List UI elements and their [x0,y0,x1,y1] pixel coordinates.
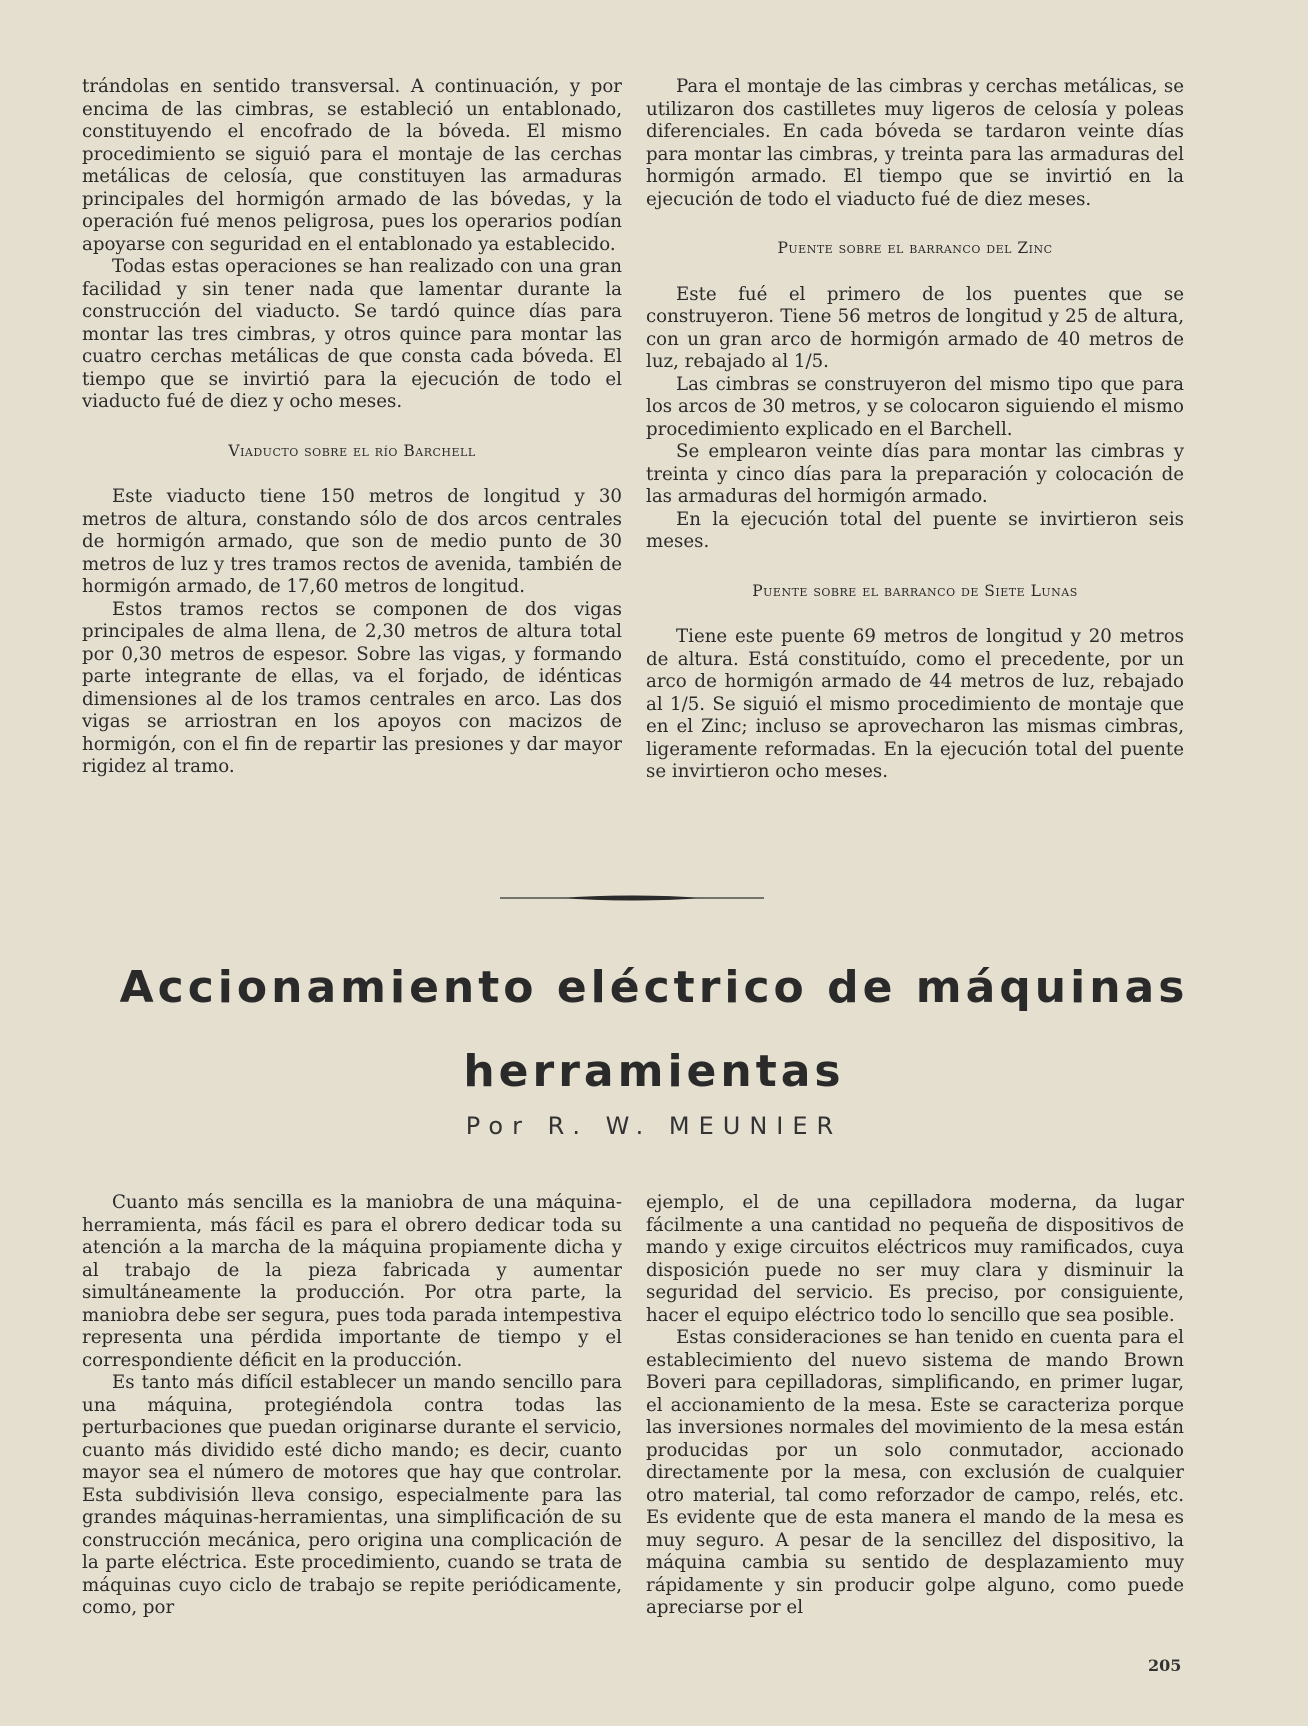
article-title-line2: herramientas [463,1046,845,1097]
paragraph: Cuanto más sencilla es la maniobra de una máquina-herramienta, más fácil es para el obrero dedicar toda su atención a la marcha de la máquina propiamente dicha y al trabajo de la pieza fabricada y aumentar simultáneamente la producción. Por otra parte, la maniobra debe ser segura, pues toda parada intempestiva representa una pérdida importante de tiempo y el correspondiente déficit en la producción. [82,1192,622,1371]
section-heading: Puente sobre el barranco de Siete Lunas [752,581,1078,600]
page-number: 205 [1148,1656,1182,1675]
article-author: Por R. W. MEUNIER [465,1112,843,1140]
paragraph: trándolas en sentido transversal. A continuación, y por encima de las cimbras, se estableció un entablonado, constituyendo el encofrado de la bóveda. El mismo procedimiento se siguió para el montaje de las cerchas metálicas de celosía, que constituyen las armaduras principales del hormigón armado de las bóvedas, y la operación fué menos peligrosa, pues los operarios podían apoyarse con seguridad en el entablonado ya establecido. [82,76,622,255]
paragraph: Tiene este puente 69 metros de longitud y 20 metros de altura. Está constituído, como el precedente, por un arco de hormigón armado de 44 metros de luz, rebajado al 1/5. Se siguió el mismo procedimiento de montaje que en el Zinc; incluso se aprovecharon las mismas cimbras, ligeramente reformadas. En la ejecución total del puente se invirtieron ocho meses. [646,626,1184,782]
section-heading: Puente sobre el barranco del Zinc [777,239,1053,257]
decorative-divider [500,894,764,902]
article-title-line1: Accionamiento eléctrico de máquinas [119,962,1189,1013]
paragraph: Este fué el primero de los puentes que se construyeron. Tiene 56 metros de longitud y 25 de altura, con un gran arco de hormigón armado de 40 metros de luz, rebajado al 1/5. [646,283,1184,372]
paragraph: Se emplearon veinte días para montar las cimbras y treinta y cinco días para la preparación y colocación de las armaduras del hormigón armado. [646,441,1184,507]
paragraph: Es tanto más difícil establecer un mando sencillo para una máquina, protegiéndola contra todas las perturbaciones que puedan originarse durante el servicio, cuanto más dividido esté dicho mando; es decir, cuanto mayor sea el número de motores que hay que controlar. Esta subdivisión lleva consigo, especialmente para las grandes máquinas-herramientas, una simplificación de su construcción mecánica, pero origina una complicación de la parte eléctrica. Este procedimiento, cuando se trata de máquinas cuyo ciclo de trabajo se repite periódicamente, como, por [82,1372,622,1618]
bottom-right-column [646,1192,1184,1620]
article-title [60,946,1248,1114]
paragraph: ejemplo, el de una cepilladora moderna, da lugar fácilmente a una cantidad no pequeña de dispositivos de mando y exige circuitos eléctricos muy ramificados, cuya disposición puede no ser muy clara y disminuir la seguridad del servicio. Es preciso, por consiguiente, hacer el equipo eléctrico todo lo sencillo que sea posible. [646,1192,1184,1326]
bottom-left-column [82,1192,622,1620]
section-heading: Viaducto sobre el río Barchell [228,441,476,460]
top-right-column [646,76,1184,784]
paragraph: Este viaducto tiene 150 metros de longitud y 30 metros de altura, constando sólo de dos arcos centrales de hormigón armado, que son de medio punto de 30 metros de luz y tres tramos rectos de avenida, también de hormigón armado, de 17,60 metros de longitud. [82,486,622,597]
paragraph: Todas estas operaciones se han realizado con una gran facilidad y sin tener nada que lamentar durante la construcción del viaducto. Se tardó quince días para montar las tres cimbras, y otros quince para montar las cuatro cerchas metálicas de que consta cada bóveda. El tiempo que se invirtió para la ejecución de todo el viaducto fué de diez y ocho meses. [82,256,622,412]
paragraph: Estas consideraciones se han tenido en cuenta para el establecimiento del nuevo sistema de mando Brown Boveri para cepilladoras, simplificando, en primer lugar, el accionamiento de la mesa. Este se caracteriza porque las inversiones normales del movimiento de la mesa están producidas por un solo conmutador, accionado directamente por la mesa, con exclusión de cualquier otro material, tal como reforzador de campo, relés, etc. Es evidente que de esta manera el mando de la mesa es muy seguro. A pesar de la sencillez del dispositivo, la máquina cambia su sentido de desplazamiento muy rápidamente y sin producir golpe alguno, como puede apreciarse por el [646,1327,1184,1618]
paragraph: Para el montaje de las cimbras y cerchas metálicas, se utilizaron dos castilletes muy ligeros de celosía y poleas diferenciales. En cada bóveda se tardaron veinte días para montar las cimbras, y treinta para las armaduras del hormigón armado. El tiempo que se invirtió en la ejecución de todo el viaducto fué de diez meses. [646,76,1184,210]
paragraph: En la ejecución total del puente se invirtieron seis meses. [646,508,1184,552]
paragraph: Las cimbras se construyeron del mismo tipo que para los arcos de 30 metros, y se colocaron siguiendo el mismo procedimiento explicado en el Barchell. [646,373,1184,440]
paragraph: Estos tramos rectos se componen de dos vigas principales de alma llena, de 2,30 metros de altura total por 0,30 metros de espesor. Sobre las vigas, y formando parte integrante de ellas, va el forjado, de idénticas dimensiones al de los tramos centrales en arco. Las dos vigas se arriostran en los apoyos con macizos de hormigón, con el fin de repartir las presiones y dar mayor rigidez al tramo. [82,598,622,777]
top-left-column [82,76,622,779]
